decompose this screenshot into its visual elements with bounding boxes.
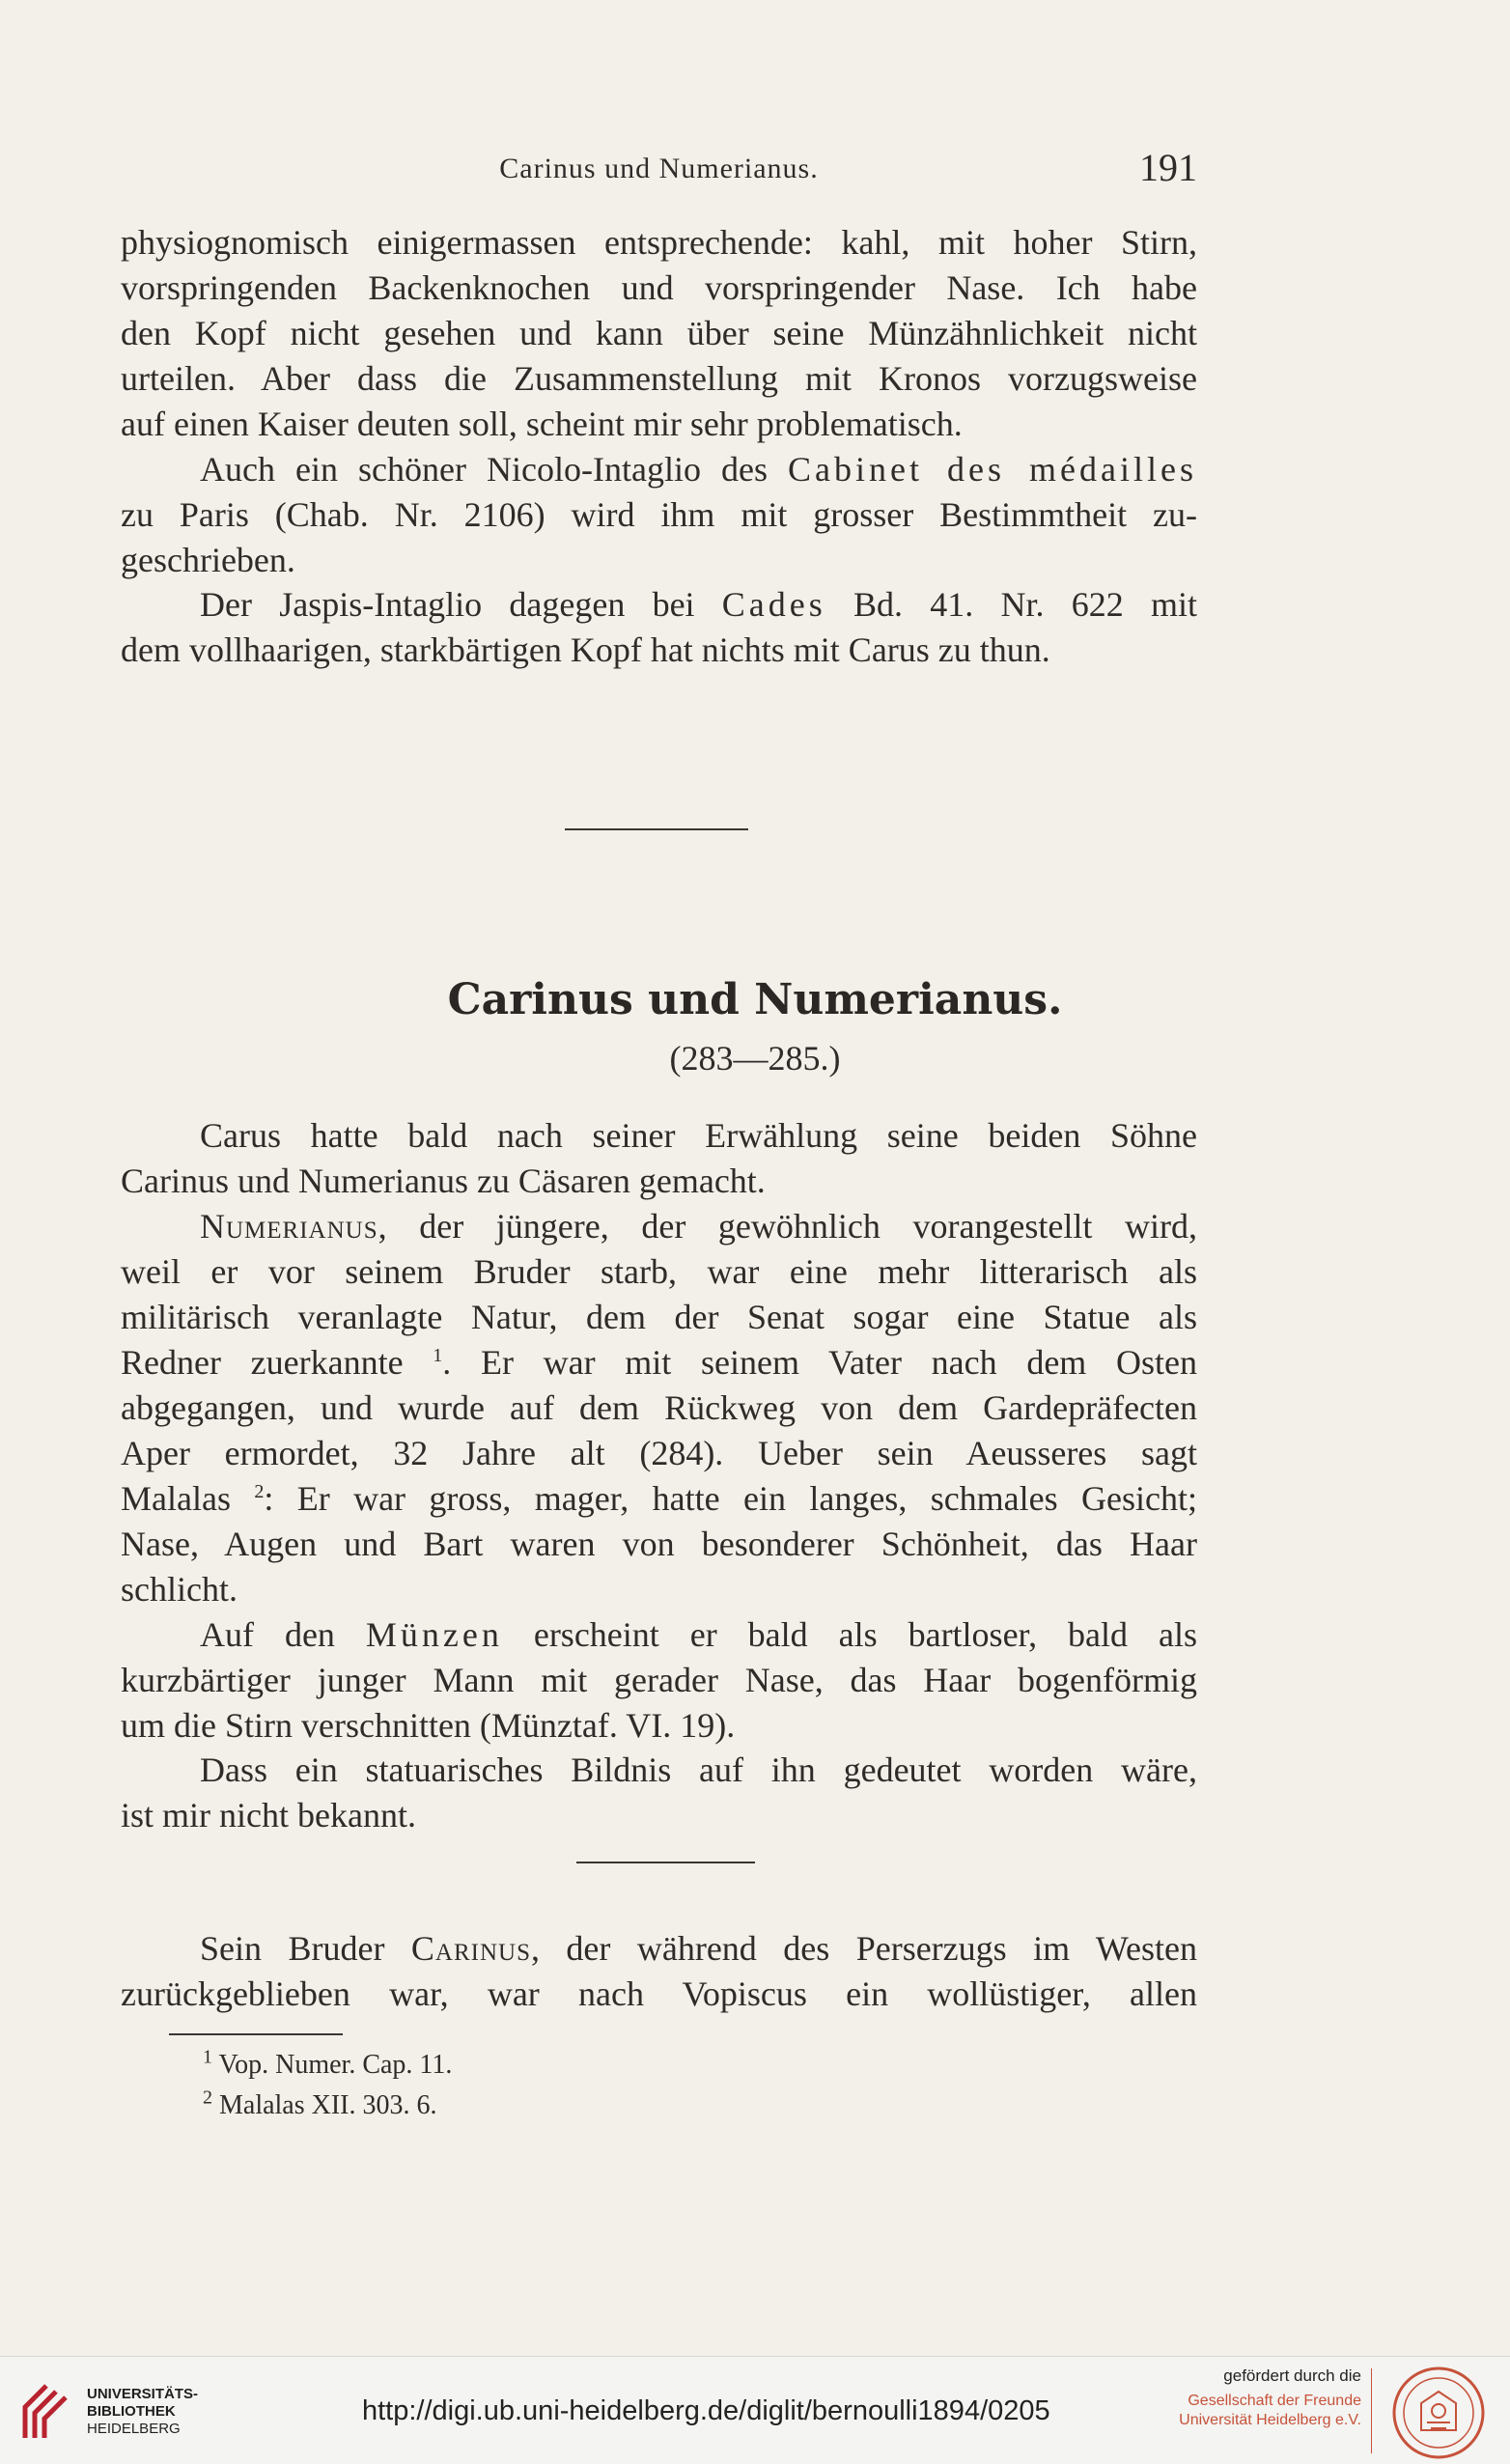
- sponsor-name: Gesellschaft der Freunde Universität Heidelberg e.V.: [1179, 2393, 1361, 2428]
- text-line: Sein Bruder Carinus, der während des Perserzugs im Westen: [200, 1929, 1197, 1968]
- spaced-text: Cades: [721, 585, 826, 624]
- library-name: UNIVERSITÄTS- BIBLIOTHEK HEIDELBERG: [87, 2386, 199, 2437]
- paragraph-statue: [121, 1748, 1197, 1838]
- text-line: Carus hatte bald nach seiner Erwählung seine beiden Söhne: [200, 1116, 1197, 1155]
- footnote-rule: [169, 2033, 343, 2035]
- text-line: weil er vor seinem Bruder starb, war eine mehr litterarisch als: [121, 1252, 1197, 1291]
- paragraph-jaspis-intaglio: [121, 582, 1197, 673]
- section-heading: Carinus und Numerianus.: [447, 975, 1063, 1024]
- text-line: den Kopf nicht gesehen und kann über seine Münzähnlichkeit nicht: [121, 314, 1197, 352]
- document-url-link[interactable]: http://digi.ub.uni-heidelberg.de/diglit/bernoulli1894/0205: [362, 2395, 1050, 2426]
- text-line: zurückgeblieben war, war nach Vopiscus ein wollüstiger, allen: [121, 1974, 1197, 2013]
- text-line: um die Stirn verschnitten (Münztaf. VI. 19).: [121, 1706, 736, 1745]
- text-line: Malalas $^2$: Er war gross, mager, hatte ein langes, schmales Gesicht;: [121, 1479, 1197, 1518]
- section-divider: [565, 828, 748, 830]
- paragraph-carinus: [121, 1926, 1197, 2017]
- paragraph-nicolo-intaglio: [121, 447, 1197, 583]
- footnote-mark: 2: [203, 2086, 212, 2109]
- paragraph-continuation: [121, 220, 1197, 447]
- section-divider: [576, 1862, 755, 1863]
- footnote: $^2$ Malalas XII. 303. 6.: [203, 2086, 437, 2120]
- footnote-mark: 1: [203, 2046, 212, 2068]
- footnote: $^1$ Vop. Numer. Cap. 11.: [203, 2046, 453, 2080]
- paragraph-numerianus: [121, 1204, 1197, 1612]
- spaced-text: Cabinet des médailles: [788, 450, 1197, 489]
- text-line: Auf den Münzen erscheint er bald als bartloser, bald als: [200, 1615, 1197, 1654]
- text-line: geschrieben.: [121, 541, 295, 579]
- university-seal-icon: [1390, 2365, 1487, 2461]
- footnote-ref: 2: [254, 1481, 265, 1502]
- spaced-text: Münzen: [365, 1615, 503, 1654]
- footer-bar: [0, 2356, 1510, 2464]
- sponsor-label: gefördert durch die: [1223, 2366, 1361, 2385]
- text-line: dem vollhaarigen, starkbärtigen Kopf hat nichts mit Carus zu thun.: [121, 630, 1050, 669]
- text-line: Auch ein schöner Nicolo-Intaglio des Cabinet des médailles: [200, 450, 1197, 489]
- running-title: Carinus und Numerianus.: [499, 153, 819, 184]
- text-line: ist mir nicht bekannt.: [121, 1796, 416, 1834]
- text-line: Carinus und Numerianus zu Cäsaren gemacht.: [121, 1162, 766, 1200]
- small-caps-name: Numerianus: [200, 1207, 378, 1246]
- paragraph-carus-sons: [121, 1113, 1197, 1204]
- text-line: auf einen Kaiser deuten soll, scheint mir sehr problematisch.: [121, 405, 963, 443]
- footnotes: [203, 2045, 452, 2126]
- university-library-logo-icon: [17, 2378, 75, 2446]
- text-line: vorspringenden Backenknochen und vorspringender Nase. Ich habe: [121, 268, 1197, 307]
- text-line: militärisch veranlagte Natur, dem der Senat sogar eine Statue als: [121, 1298, 1197, 1336]
- text-line: zu Paris (Chab. Nr. 2106) wird ihm mit grosser Bestimmtheit zu-: [121, 495, 1197, 534]
- running-head: [121, 145, 1197, 203]
- text-line: Redner zuerkannte $^1$. Er war mit seinem Vater nach dem Osten: [121, 1343, 1197, 1382]
- sponsor-block: [1149, 2366, 1361, 2430]
- sponsor-divider: [1371, 2368, 1372, 2453]
- footnote-ref: 1: [433, 1345, 443, 1366]
- text-line: abgegangen, und wurde auf dem Rückweg von dem Gardepräfecten: [121, 1388, 1197, 1427]
- text-line: kurzbärtiger junger Mann mit gerader Nase, das Haar bogenförmig: [121, 1661, 1197, 1699]
- text-line: Aper ermordet, 32 Jahre alt (284). Ueber sein Aeusseres sagt: [121, 1434, 1197, 1472]
- text-line: physiognomisch einigermassen entsprechende: kahl, mit hoher Stirn,: [121, 223, 1197, 262]
- text-line: Dass ein statuarisches Bildnis auf ihn gedeutet worden wäre,: [200, 1750, 1197, 1789]
- text-line: schlicht.: [121, 1570, 238, 1609]
- section-dates: (283—285.): [669, 1039, 841, 1078]
- text-line: Numerianus, der jüngere, der gewöhnlich vorangestellt wird,: [200, 1207, 1197, 1246]
- text-line: urteilen. Aber dass die Zusammenstellung mit Kronos vorzugsweise: [121, 359, 1197, 398]
- paragraph-muenzen: [121, 1612, 1197, 1749]
- text-line: Nase, Augen und Bart waren von besonderer Schönheit, das Haar: [121, 1525, 1197, 1563]
- text-line: Der Jaspis-Intaglio dagegen bei Cades Bd. 41. Nr. 622 mit: [200, 585, 1197, 624]
- page-number: 191: [1139, 146, 1197, 189]
- small-caps-name: Carinus: [410, 1929, 531, 1968]
